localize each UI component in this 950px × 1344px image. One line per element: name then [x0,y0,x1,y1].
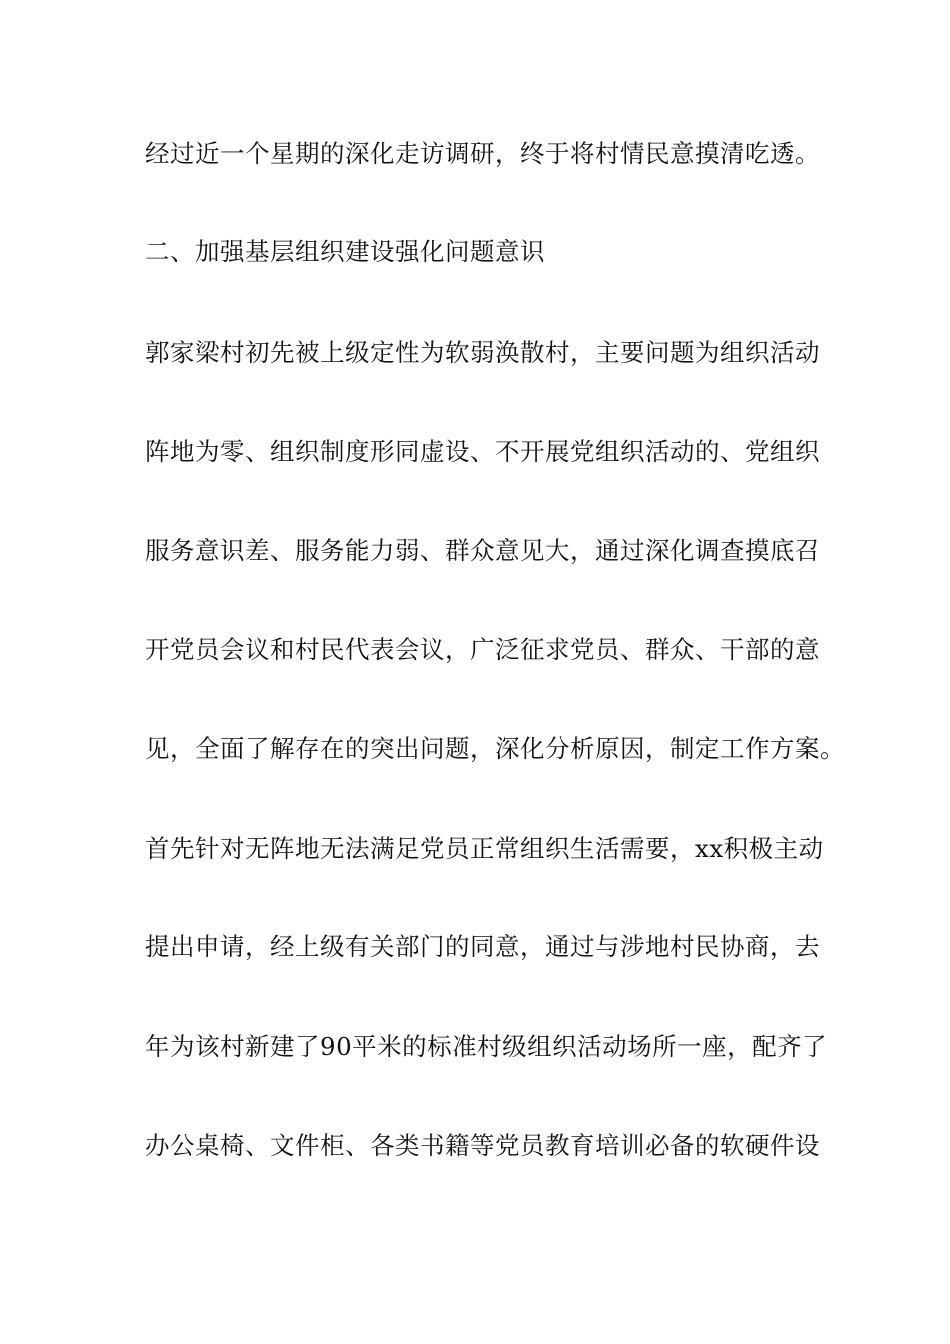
paragraph-line: 提出申请，经上级有关部门的同意，通过与涉地村民协商，去 [145,932,820,961]
paragraph-line: 经过近一个星期的深化走访调研，终于将村情民意摸清吃透。 [145,139,820,168]
paragraph-line: 首先针对无阵地无法满足党员正常组织生活需要，xx积极主动 [145,834,824,863]
section-heading: 二、加强基层组织建设强化问题意识 [145,237,545,266]
paragraph-line: 办公桌椅、文件柜、各类书籍等党员教育培训必备的软硬件设 [145,1131,820,1160]
paragraph-line: 郭家梁村初先被上级定性为软弱涣散村，主要问题为组织活动 [145,338,820,367]
paragraph-line: 阵地为零、组织制度形同虚设、不开展党组织活动的、党组织 [145,437,820,466]
paragraph-line: 服务意识差、服务能力弱、群众意见大，通过深化调查摸底召 [145,536,820,565]
paragraph-line: 开党员会议和村民代表会议，广泛征求党员、群众、干部的意 [145,635,820,664]
paragraph-line: 年为该村新建了90平米的标准村级组织活动场所一座，配齐了 [145,1032,828,1061]
paragraph-line: 见，全面了解存在的突出问题，深化分析原因，制定工作方案。 [145,734,845,763]
